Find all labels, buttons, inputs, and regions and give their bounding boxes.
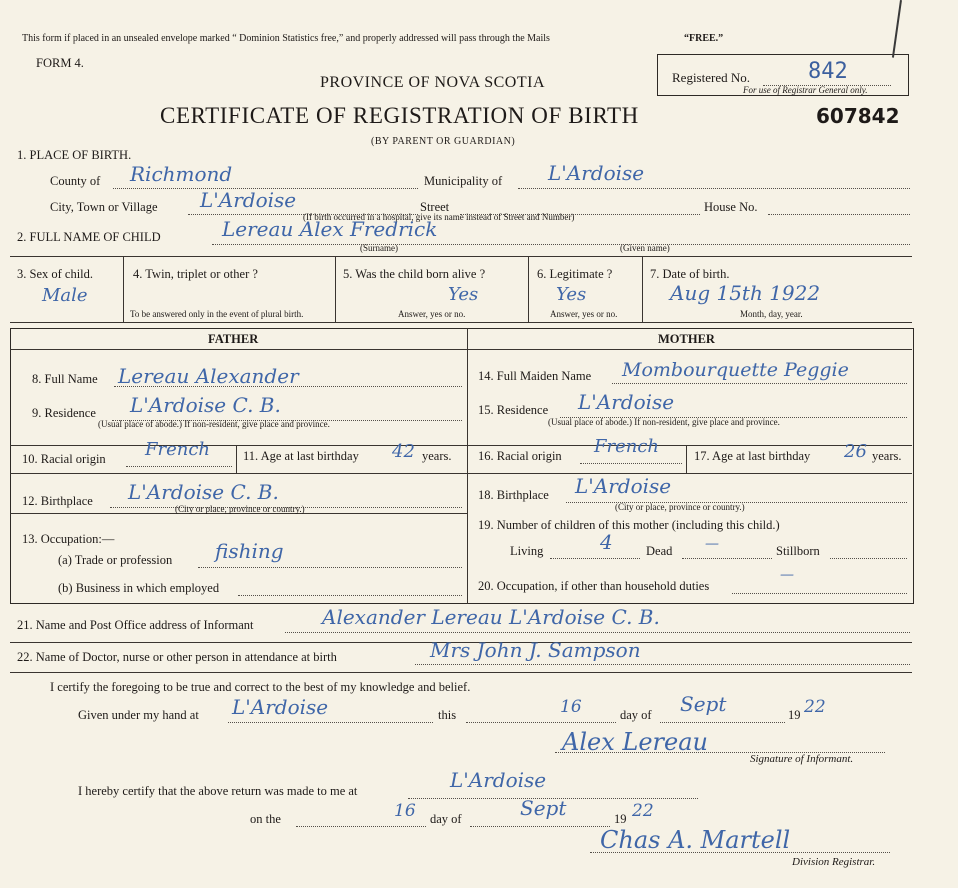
registrar-month-value: Sept bbox=[520, 796, 567, 820]
father-residence-note: (Usual place of abode.) If non-resident, give place and province. bbox=[98, 419, 330, 429]
trade-label: (a) Trade or profession bbox=[58, 553, 173, 567]
form-number: FORM 4. bbox=[36, 56, 84, 70]
father-age-label: 11. Age at last birthday bbox=[243, 449, 359, 463]
living-value: 4 bbox=[600, 530, 613, 554]
certificate-title: CERTIFICATE OF REGISTRATION OF BIRTH bbox=[160, 103, 639, 128]
mother-age-label: 17. Age at last birthday bbox=[694, 449, 811, 463]
date-of-birth-value: Aug 15th 1922 bbox=[670, 281, 821, 305]
father-birthplace-label: 12. Birthplace bbox=[22, 494, 93, 508]
registrar-day-of-label: day of bbox=[430, 812, 462, 826]
dead-value: — bbox=[705, 536, 719, 552]
year-prefix-label: 19 bbox=[788, 708, 801, 722]
registrar-certify-text: I hereby certify that the above return was made to me at bbox=[78, 784, 358, 798]
mother-racial-label: 16. Racial origin bbox=[478, 449, 562, 463]
sex-label: 3. Sex of child. bbox=[17, 267, 94, 281]
children-count-label: 19. Number of children of this mother (including this child.) bbox=[478, 518, 780, 532]
registered-label: Registered No. bbox=[672, 70, 750, 85]
day-of-label: day of bbox=[620, 708, 652, 722]
mother-age-value: 26 bbox=[844, 441, 867, 462]
father-occupation-label: 13. Occupation:— bbox=[22, 532, 115, 546]
registrar-year-prefix: 19 bbox=[614, 812, 627, 826]
father-name-value: Lereau Alexander bbox=[118, 364, 299, 388]
sex-value: Male bbox=[42, 285, 88, 306]
mother-years-label: years. bbox=[872, 449, 902, 463]
father-name-label: 8. Full Name bbox=[32, 372, 98, 386]
municipality-label: Municipality of bbox=[424, 174, 503, 188]
registrar-year-value: 22 bbox=[632, 801, 654, 821]
registered-number-box bbox=[657, 54, 909, 96]
registrar-label: Division Registrar. bbox=[792, 856, 876, 868]
dead-label: Dead bbox=[646, 544, 673, 558]
mother-name-label: 14. Full Maiden Name bbox=[478, 369, 592, 383]
registered-number: 842 bbox=[808, 59, 848, 84]
business-label: (b) Business in which employed bbox=[58, 581, 220, 595]
on-the-label: on the bbox=[250, 812, 281, 826]
city-label: City, Town or Village bbox=[50, 200, 158, 214]
date-of-birth-note: Month, day, year. bbox=[740, 309, 803, 319]
registrar-place-value: L'Ardoise bbox=[450, 768, 547, 792]
born-alive-value: Yes bbox=[448, 284, 479, 305]
county-label: County of bbox=[50, 174, 101, 188]
mother-racial-value: French bbox=[594, 436, 660, 457]
trade-value: fishing bbox=[215, 539, 284, 563]
street-label: Street bbox=[420, 200, 450, 214]
mother-occupation-value: — bbox=[780, 567, 794, 583]
living-label: Living bbox=[510, 544, 544, 558]
mail-free-label: “FREE.” bbox=[684, 33, 724, 44]
born-alive-label: 5. Was the child born alive ? bbox=[343, 267, 486, 281]
this-label: this bbox=[438, 708, 457, 722]
mother-heading: MOTHER bbox=[658, 332, 715, 346]
city-value: L'Ardoise bbox=[200, 188, 297, 212]
county-value: Richmond bbox=[130, 162, 233, 186]
serial-number: 607842 bbox=[816, 104, 900, 128]
house-no-label: House No. bbox=[704, 200, 758, 214]
father-years-label: years. bbox=[422, 449, 452, 463]
certificate-subtitle: (BY PARENT OR GUARDIAN) bbox=[371, 136, 516, 147]
mother-name-value: Mombourquette Peggie bbox=[622, 359, 849, 381]
father-racial-label: 10. Racial origin bbox=[22, 452, 106, 466]
child-name-value: Lereau Alex Fredrick bbox=[222, 217, 438, 241]
given-name-note: (Given name) bbox=[620, 243, 670, 253]
surname-note: (Surname) bbox=[360, 243, 398, 253]
born-alive-note: Answer, yes or no. bbox=[398, 309, 466, 319]
child-name-label: 2. FULL NAME OF CHILD bbox=[17, 230, 161, 244]
mail-notice: This form if placed in an unsealed envelope marked “ Dominion Statistics free,” and properly addressed will pass through the Mails bbox=[22, 33, 550, 44]
legitimate-label: 6. Legitimate ? bbox=[537, 267, 613, 281]
mother-birthplace-value: L'Ardoise bbox=[575, 474, 672, 498]
informant-signature: Alex Lereau bbox=[562, 728, 708, 756]
twin-label: 4. Twin, triplet or other ? bbox=[133, 267, 258, 281]
given-year-value: 22 bbox=[804, 697, 826, 717]
mother-birthplace-label: 18. Birthplace bbox=[478, 488, 549, 502]
informant-label: 21. Name and Post Office address of Informant bbox=[17, 618, 254, 632]
mother-residence-note: (Usual place of abode.) If non-resident, give place and province. bbox=[548, 417, 780, 427]
province-title: PROVINCE OF NOVA SCOTIA bbox=[320, 74, 546, 91]
given-month-value: Sept bbox=[680, 692, 727, 716]
father-residence-value: L'Ardoise C. B. bbox=[130, 393, 281, 417]
doctor-label: 22. Name of Doctor, nurse or other person in attendance at birth bbox=[17, 650, 337, 664]
stillborn-label: Stillborn bbox=[776, 544, 820, 558]
father-residence-label: 9. Residence bbox=[32, 406, 96, 420]
given-place-value: L'Ardoise bbox=[232, 695, 329, 719]
municipality-value: L'Ardoise bbox=[548, 161, 645, 185]
twin-note: To be answered only in the event of plural birth. bbox=[130, 309, 304, 319]
informant-value: Alexander Lereau L'Ardoise C. B. bbox=[322, 605, 660, 629]
legitimate-note: Answer, yes or no. bbox=[550, 309, 618, 319]
doctor-value: Mrs John J. Sampson bbox=[430, 638, 641, 662]
informant-signature-label: Signature of Informant. bbox=[750, 753, 854, 765]
father-birthplace-value: L'Ardoise C. B. bbox=[128, 480, 279, 504]
pen-mark bbox=[892, 0, 902, 58]
mother-residence-value: L'Ardoise bbox=[578, 390, 675, 414]
mother-residence-label: 15. Residence bbox=[478, 403, 549, 417]
father-heading: FATHER bbox=[208, 332, 259, 346]
registrar-day-value: 16 bbox=[394, 801, 416, 821]
father-age-value: 42 bbox=[392, 441, 415, 462]
father-birthplace-note: (City or place, province or country.) bbox=[175, 504, 305, 514]
hospital-note: (If birth occurred in a hospital, give its name instead of Street and Number) bbox=[303, 212, 575, 222]
mother-birthplace-note: (City or place, province or country.) bbox=[615, 502, 745, 512]
date-of-birth-label: 7. Date of birth. bbox=[650, 267, 730, 281]
father-racial-value: French bbox=[145, 439, 211, 460]
registrar-use-note: For use of Registrar General only. bbox=[743, 85, 868, 95]
certify-text: I certify the foregoing to be true and correct to the best of my knowledge and belief. bbox=[50, 680, 471, 694]
given-under-label: Given under my hand at bbox=[78, 708, 199, 722]
place-of-birth-label: 1. PLACE OF BIRTH. bbox=[17, 148, 132, 162]
given-day-value: 16 bbox=[560, 697, 582, 717]
mother-occupation-label: 20. Occupation, if other than household duties bbox=[478, 579, 710, 593]
legitimate-value: Yes bbox=[556, 284, 587, 305]
registrar-signature: Chas A. Martell bbox=[600, 826, 791, 854]
